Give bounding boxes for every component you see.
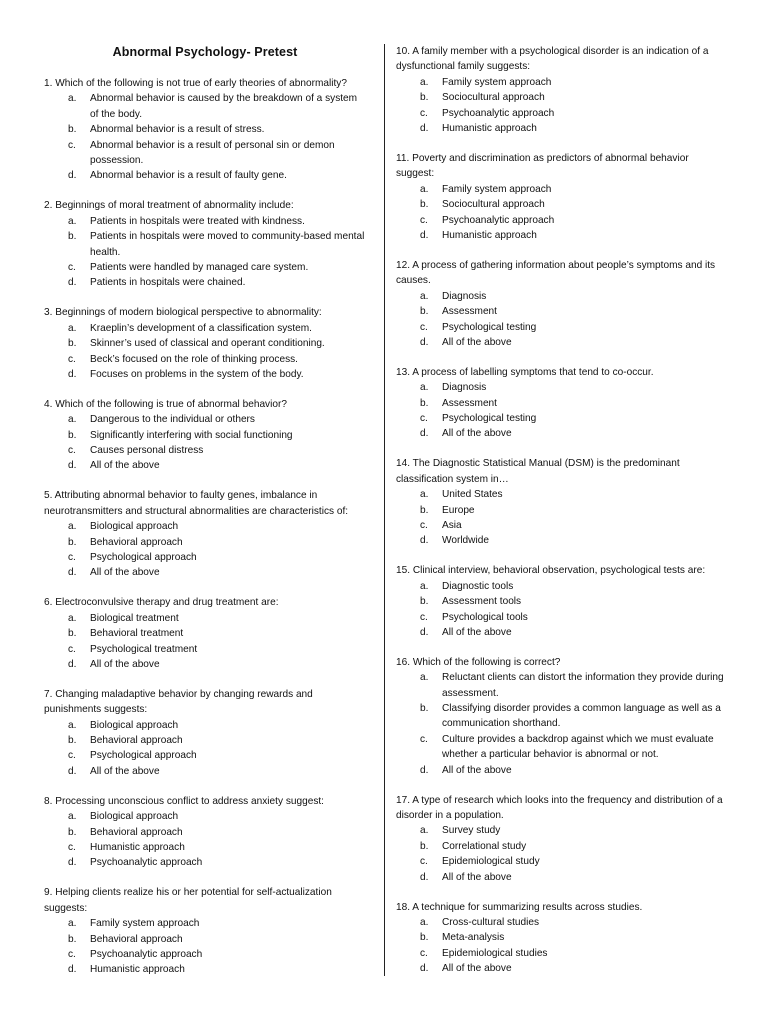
question-text: 6. Electroconvulsive therapy and drug treatment are: xyxy=(44,597,279,609)
option-text: All of the above xyxy=(442,336,512,348)
option-text: All of the above xyxy=(442,764,512,776)
option-letter: a. xyxy=(68,322,77,334)
option-letter: d. xyxy=(68,658,77,670)
answer-option xyxy=(44,412,366,427)
answer-option xyxy=(396,75,728,90)
answer-option xyxy=(396,670,728,701)
answer-option xyxy=(44,275,366,290)
answer-option xyxy=(44,809,366,824)
option-text: Behavioral approach xyxy=(90,826,183,838)
option-text: Assessment tools xyxy=(442,596,522,608)
answer-option xyxy=(396,518,728,533)
option-letter: c. xyxy=(68,750,76,762)
option-text: Psychological testing xyxy=(442,321,537,333)
option-letter: b. xyxy=(420,306,429,318)
option-text: Humanistic approach xyxy=(442,123,537,135)
option-text: Psychological approach xyxy=(90,551,197,563)
option-text: Epidemiological study xyxy=(442,856,540,868)
option-letter: c. xyxy=(68,948,76,960)
option-text: Kraeplin’s development of a classification system. xyxy=(90,322,312,334)
answer-option xyxy=(396,870,728,885)
option-text: Skinner’s used of classical and operant conditioning. xyxy=(90,338,325,350)
option-list xyxy=(396,915,728,977)
option-text: Significantly interfering with social functioning xyxy=(90,429,293,441)
answer-option xyxy=(396,533,728,548)
option-letter: b. xyxy=(68,429,77,441)
option-text: All of the above xyxy=(442,871,512,883)
question-item xyxy=(44,794,366,871)
question-text: 11. Poverty and discrimination as predictors of abnormal behavior suggest: xyxy=(396,152,689,180)
option-text: All of the above xyxy=(442,428,512,440)
option-letter: b. xyxy=(68,231,77,243)
answer-option xyxy=(44,718,366,733)
option-letter: d. xyxy=(420,963,429,975)
option-letter: b. xyxy=(420,932,429,944)
option-letter: b. xyxy=(68,933,77,945)
question-item xyxy=(396,655,728,778)
answer-option xyxy=(44,229,366,260)
option-letter: c. xyxy=(420,321,428,333)
answer-option xyxy=(44,825,366,840)
option-text: Behavioral approach xyxy=(90,536,183,548)
answer-option xyxy=(44,855,366,870)
option-list xyxy=(396,75,728,137)
answer-option xyxy=(396,930,728,945)
option-letter: a. xyxy=(420,489,429,501)
option-text: Reluctant clients can distort the information they provide during assessment. xyxy=(442,672,724,699)
option-list xyxy=(396,487,728,549)
option-letter: a. xyxy=(420,183,429,195)
option-letter: a. xyxy=(420,290,429,302)
question-text: 1. Which of the following is not true of early theories of abnormality? xyxy=(44,78,347,89)
option-letter: d. xyxy=(68,964,77,976)
question-item xyxy=(396,563,728,640)
option-text: Diagnosis xyxy=(442,290,487,302)
answer-option xyxy=(44,916,366,931)
option-text: Worldwide xyxy=(442,535,489,547)
answer-option xyxy=(44,840,366,855)
option-text: Culture provides a backdrop against which we must evaluate whether a particular behavior is abnormal or not. xyxy=(442,733,714,761)
question-item xyxy=(44,595,366,672)
option-text: Psychological treatment xyxy=(90,643,198,655)
option-letter: b. xyxy=(68,628,77,640)
option-letter: d. xyxy=(420,229,429,241)
option-text: Psychological testing xyxy=(442,413,537,425)
option-text: Humanistic approach xyxy=(90,964,185,976)
option-letter: a. xyxy=(68,215,77,227)
left-column xyxy=(44,44,366,992)
option-text: Humanistic approach xyxy=(90,841,185,853)
option-text: Diagnostic tools xyxy=(442,580,514,592)
answer-option xyxy=(44,214,366,229)
answer-option xyxy=(396,579,728,594)
answer-option xyxy=(44,611,366,626)
option-letter: d. xyxy=(68,277,77,289)
option-text: All of the above xyxy=(90,765,160,777)
answer-option xyxy=(396,304,728,319)
option-letter: d. xyxy=(68,170,77,182)
question-item xyxy=(396,900,728,977)
answer-option xyxy=(396,594,728,609)
option-letter: c. xyxy=(420,107,428,119)
option-letter: b. xyxy=(420,703,429,715)
answer-option xyxy=(44,626,366,641)
option-text: Cross-cultural studies xyxy=(442,916,540,928)
question-item xyxy=(44,305,366,382)
question-text: 7. Changing maladaptive behavior by changing rewards and punishments suggests: xyxy=(44,688,313,716)
answer-option xyxy=(44,535,366,550)
option-list xyxy=(396,579,728,641)
question-text: 8. Processing unconscious conflict to address anxiety suggest: xyxy=(44,795,324,807)
option-text: Biological approach xyxy=(90,521,179,533)
option-list xyxy=(44,214,366,291)
option-letter: b. xyxy=(420,596,429,608)
option-text: Abnormal behavior is a result of personal sin or demon possession. xyxy=(90,139,335,167)
option-text: Biological approach xyxy=(90,719,179,731)
answer-option xyxy=(396,411,728,426)
answer-option xyxy=(396,503,728,518)
option-text: Beck’s focused on the role of thinking process. xyxy=(90,353,298,365)
answer-option xyxy=(396,946,728,961)
option-letter: c. xyxy=(420,413,428,425)
option-text: Survey study xyxy=(442,825,501,837)
option-text: Behavioral treatment xyxy=(90,628,184,640)
right-question-list xyxy=(396,44,728,977)
answer-option xyxy=(44,733,366,748)
option-letter: b. xyxy=(420,840,429,852)
answer-option xyxy=(44,428,366,443)
option-letter: a. xyxy=(420,916,429,928)
option-text: United States xyxy=(442,489,503,501)
option-text: Europe xyxy=(442,504,475,516)
answer-option xyxy=(396,823,728,838)
question-text: 9. Helping clients realize his or her potential for self-actualization suggests: xyxy=(44,887,332,914)
answer-option xyxy=(396,106,728,121)
answer-option xyxy=(44,367,366,382)
option-text: Correlational study xyxy=(442,840,527,852)
option-letter: d. xyxy=(68,857,77,869)
answer-option xyxy=(396,197,728,212)
answer-option xyxy=(44,260,366,275)
answer-option xyxy=(44,91,366,122)
option-text: Sociocultural approach xyxy=(442,92,545,104)
option-text: Biological approach xyxy=(90,811,179,823)
option-letter: d. xyxy=(68,567,77,579)
answer-option xyxy=(44,336,366,351)
answer-option xyxy=(44,657,366,672)
question-text: 5. Attributing abnormal behavior to faulty genes, imbalance in neurotransmitters and structural abnormalities are characteristics of: xyxy=(44,490,349,517)
option-text: Sociocultural approach xyxy=(442,199,545,211)
option-letter: a. xyxy=(420,825,429,837)
question-text: 15. Clinical interview, behavioral observation, psychological tests are: xyxy=(396,565,706,577)
question-text: 14. The Diagnostic Statistical Manual (DSM) is the predominant classification system in… xyxy=(396,458,680,485)
option-text: All of the above xyxy=(90,658,160,670)
option-text: Diagnosis xyxy=(442,382,487,394)
answer-option xyxy=(396,732,728,763)
question-item xyxy=(396,365,728,442)
question-text: 18. A technique for summarizing results across studies. xyxy=(396,901,643,913)
question-item xyxy=(44,76,366,184)
option-letter: d. xyxy=(68,765,77,777)
question-text: 16. Which of the following is correct? xyxy=(396,656,561,668)
answer-option xyxy=(44,550,366,565)
option-letter: b. xyxy=(68,338,77,350)
answer-option xyxy=(396,839,728,854)
option-letter: a. xyxy=(68,811,77,823)
option-text: Family system approach xyxy=(442,76,552,88)
option-text: All of the above xyxy=(442,626,512,638)
option-list xyxy=(44,809,366,871)
option-list xyxy=(44,91,366,183)
option-letter: c. xyxy=(68,841,76,853)
answer-option xyxy=(396,426,728,441)
option-letter: c. xyxy=(420,519,428,531)
answer-option xyxy=(396,610,728,625)
answer-option xyxy=(396,487,728,502)
answer-option xyxy=(396,763,728,778)
option-letter: d. xyxy=(420,336,429,348)
option-letter: d. xyxy=(420,535,429,547)
option-letter: a. xyxy=(68,521,77,533)
option-letter: b. xyxy=(420,504,429,516)
answer-option xyxy=(396,90,728,105)
question-item xyxy=(396,793,728,885)
answer-option xyxy=(396,625,728,640)
option-text: Biological treatment xyxy=(90,612,179,624)
option-letter: c. xyxy=(68,445,76,457)
column-divider xyxy=(384,44,385,976)
answer-option xyxy=(396,854,728,869)
option-letter: b. xyxy=(68,124,77,136)
option-letter: c. xyxy=(68,551,76,563)
answer-option xyxy=(44,932,366,947)
option-letter: c. xyxy=(68,139,76,151)
question-text: 12. A process of gathering information about people’s symptoms and its causes. xyxy=(396,259,716,287)
option-text: Patients were handled by managed care system. xyxy=(90,261,309,273)
answer-option xyxy=(44,168,366,183)
question-text: 3. Beginnings of modern biological perspective to abnormality: xyxy=(44,307,322,319)
option-list xyxy=(44,412,366,474)
question-item xyxy=(44,397,366,474)
question-item xyxy=(44,885,366,977)
answer-option xyxy=(396,289,728,304)
answer-option xyxy=(44,122,366,137)
option-list xyxy=(396,182,728,244)
option-letter: c. xyxy=(420,856,428,868)
option-letter: a. xyxy=(68,918,77,930)
answer-option xyxy=(396,380,728,395)
answer-option xyxy=(396,182,728,197)
option-letter: b. xyxy=(68,826,77,838)
answer-option xyxy=(44,947,366,962)
answer-option xyxy=(44,764,366,779)
option-letter: c. xyxy=(420,214,428,226)
option-letter: a. xyxy=(420,580,429,592)
option-text: Assessment xyxy=(442,306,497,318)
option-text: All of the above xyxy=(90,460,160,472)
option-text: Family system approach xyxy=(90,918,200,930)
option-letter: d. xyxy=(68,368,77,380)
question-item xyxy=(44,687,366,779)
question-text: 4. Which of the following is true of abnormal behavior? xyxy=(44,398,287,410)
option-letter: c. xyxy=(68,353,76,365)
option-letter: c. xyxy=(68,643,76,655)
question-item xyxy=(396,44,728,136)
option-text: Assessment xyxy=(442,397,497,409)
option-list xyxy=(44,718,366,780)
answer-option xyxy=(44,352,366,367)
option-text: Psychological tools xyxy=(442,611,528,623)
option-letter: b. xyxy=(68,536,77,548)
option-list xyxy=(44,916,366,978)
option-text: Psychoanalytic approach xyxy=(90,948,203,960)
option-text: Behavioral approach xyxy=(90,933,183,945)
option-text: Psychoanalytic approach xyxy=(90,857,203,869)
option-letter: d. xyxy=(68,460,77,472)
answer-option xyxy=(44,642,366,657)
option-letter: a. xyxy=(68,414,77,426)
option-text: All of the above xyxy=(442,963,512,975)
question-item xyxy=(396,151,728,243)
answer-option xyxy=(396,915,728,930)
answer-option xyxy=(44,748,366,763)
option-text: Meta-analysis xyxy=(442,932,505,944)
option-letter: a. xyxy=(420,76,429,88)
answer-option xyxy=(44,962,366,977)
right-column xyxy=(396,44,728,991)
option-text: Behavioral approach xyxy=(90,735,183,747)
option-text: Asia xyxy=(442,519,462,531)
option-list xyxy=(396,380,728,442)
answer-option xyxy=(396,320,728,335)
question-text: 13. A process of labelling symptoms that tend to co-occur. xyxy=(396,366,654,378)
option-list xyxy=(44,611,366,673)
option-letter: b. xyxy=(68,735,77,747)
option-text: Patients in hospitals were moved to community-based mental health. xyxy=(90,231,365,258)
option-letter: a. xyxy=(68,719,77,731)
option-text: Patients in hospitals were treated with kindness. xyxy=(90,215,305,227)
answer-option xyxy=(44,321,366,336)
option-text: Epidemiological studies xyxy=(442,947,548,959)
option-letter: c. xyxy=(420,611,428,623)
option-text: Humanistic approach xyxy=(442,229,537,241)
option-letter: b. xyxy=(420,397,429,409)
answer-option xyxy=(396,701,728,732)
option-letter: a. xyxy=(68,612,77,624)
answer-option xyxy=(396,961,728,976)
question-text: 2. Beginnings of moral treatment of abnormality include: xyxy=(44,200,294,212)
answer-option xyxy=(44,443,366,458)
question-text: 10. A family member with a psychological disorder is an indication of a dysfunctional family suggests: xyxy=(396,46,709,73)
option-text: Abnormal behavior is caused by the breakdown of a system of the body. xyxy=(90,93,358,120)
option-list xyxy=(44,519,366,581)
left-question-list xyxy=(44,76,366,978)
answer-option xyxy=(44,138,366,169)
answer-option xyxy=(396,213,728,228)
answer-option xyxy=(396,396,728,411)
answer-option xyxy=(44,458,366,473)
question-item xyxy=(44,198,366,290)
option-text: Patients in hospitals were chained. xyxy=(90,277,246,289)
option-letter: b. xyxy=(420,199,429,211)
option-letter: a. xyxy=(420,382,429,394)
page-title: Abnormal Psychology- Pretest xyxy=(112,45,298,59)
option-text: Classifying disorder provides a common language as well as a communication shorthand. xyxy=(442,703,721,730)
option-text: Abnormal behavior is a result of stress. xyxy=(90,124,265,136)
option-list xyxy=(396,289,728,351)
answer-option xyxy=(396,121,728,136)
option-letter: d. xyxy=(420,764,429,776)
option-letter: c. xyxy=(420,733,428,745)
answer-option xyxy=(44,519,366,534)
option-list xyxy=(396,823,728,885)
question-item xyxy=(396,258,728,350)
option-letter: c. xyxy=(68,261,76,273)
option-letter: c. xyxy=(420,947,428,959)
answer-option xyxy=(44,565,366,580)
option-text: Psychological approach xyxy=(90,750,197,762)
option-letter: d. xyxy=(420,123,429,135)
option-letter: a. xyxy=(420,672,429,684)
option-text: Psychoanalytic approach xyxy=(442,214,555,226)
option-list xyxy=(44,321,366,383)
answer-option xyxy=(396,335,728,350)
option-letter: b. xyxy=(420,92,429,104)
option-text: Focuses on problems in the system of the body. xyxy=(90,368,304,380)
question-text: 17. A type of research which looks into the frequency and distribution of a disorder in a population. xyxy=(396,794,723,821)
option-letter: d. xyxy=(420,626,429,638)
answer-option xyxy=(396,228,728,243)
question-item xyxy=(44,488,366,580)
option-text: Causes personal distress xyxy=(90,445,204,457)
option-letter: a. xyxy=(68,93,77,105)
option-text: Abnormal behavior is a result of faulty gene. xyxy=(90,170,287,182)
option-letter: d. xyxy=(420,428,429,440)
option-text: Dangerous to the individual or others xyxy=(90,414,255,426)
option-list xyxy=(396,670,728,778)
option-text: Psychoanalytic approach xyxy=(442,107,555,119)
option-text: Family system approach xyxy=(442,183,552,195)
option-letter: d. xyxy=(420,871,429,883)
question-item xyxy=(396,456,728,548)
option-text: All of the above xyxy=(90,567,160,579)
